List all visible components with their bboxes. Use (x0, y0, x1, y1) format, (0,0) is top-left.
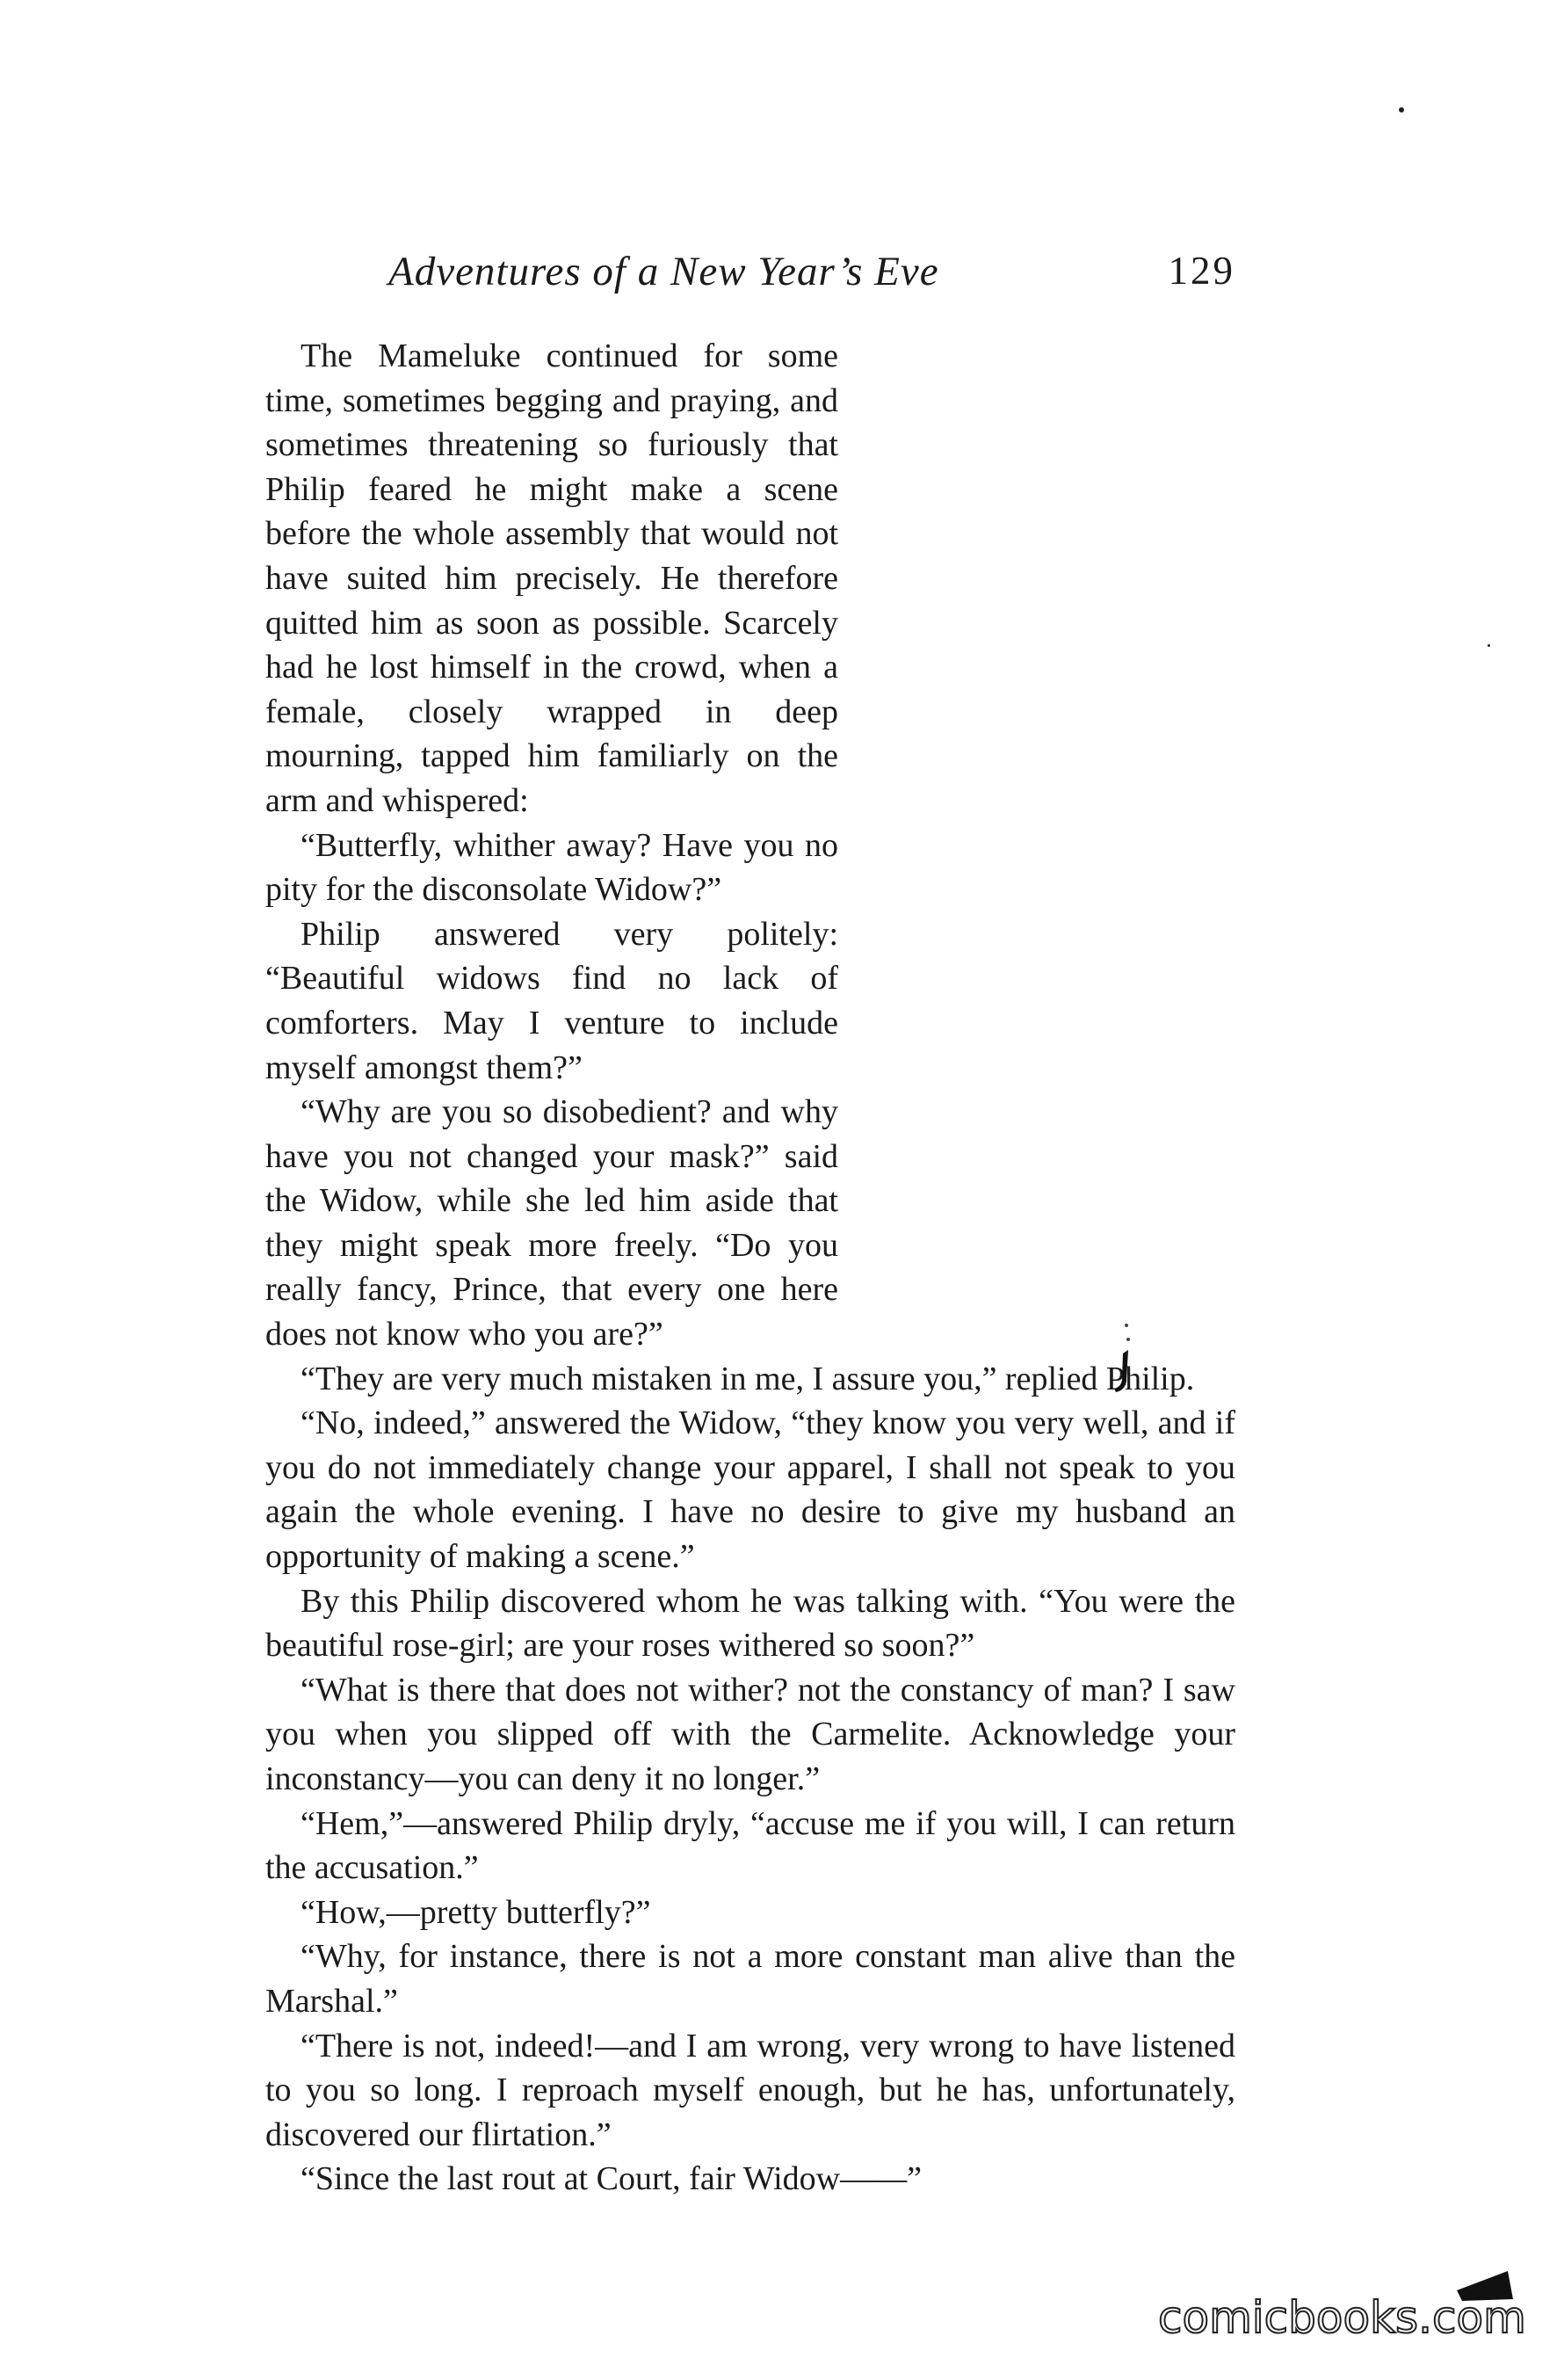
paragraph: “Butterfly, whither away? Have you no pity for the disconsolate Widow?” (265, 826, 838, 909)
paragraph: “Since the last rout at Court, fair Widow——” (300, 2160, 922, 2198)
paragraph: “How,—pretty butterfly?” (300, 1893, 651, 1931)
margin-speck (1488, 644, 1490, 647)
paragraph: “Why, for instance, there is not a more constant man alive than the Marshal.” (265, 1938, 1235, 2020)
paragraph: “There is not, indeed!—and I am wrong, very wrong to have listened to you so long. I reproach myself enough, but he has, unfortunately, discovered our flirtation.” (265, 2027, 1235, 2153)
paragraph: “Hem,”—answered Philip dryly, “accuse me if you will, I can return the accusation.” (265, 1804, 1235, 1887)
page-number: 129 (1168, 249, 1235, 293)
paragraph: The Mameluke continued for some time, sometimes begging and praying, and sometimes threatening so furiously that Philip feared he might make a scene before the whole assembly that would not have suited him precisely. He therefore quitted him as soon as possible. Scarcely had he lost himself in the crowd, when a female, closely wrapped in deep mourning, tapped him familiarly on the arm and whispered: (265, 337, 838, 819)
running-title: Adventures of a New Year’s Eve (388, 249, 939, 294)
watermark-logo (1158, 2264, 1536, 2348)
paragraph: By this Philip discovered whom he was talking with. “You were the beautiful rose-girl; are your roses withered so soon?” (265, 1582, 1235, 1665)
body-text (265, 334, 1235, 2202)
stray-mark-icon (1109, 1318, 1135, 1397)
paragraph: “They are very much mistaken in me, I assure you,” replied Philip. (300, 1360, 1195, 1397)
watermark-text: comicbooks.com (1158, 2292, 1526, 2343)
paragraph: “Why are you so disobedient? and why have you not changed your mask?” said the Widow, while she led him aside that they might speak more freely. “Do you really fancy, Prince, that every one here does not know who you are?” (265, 1093, 838, 1353)
paragraph: Philip answered very politely: “Beautiful widows find no lack of comforters. May I venture to include myself amongst them?” (265, 915, 838, 1086)
margin-speck (1399, 107, 1404, 112)
paragraph: “No, indeed,” answered the Widow, “they know you very well, and if you do not immediately change your apparel, I shall not speak to you again the whole evening. I have no desire to give my husband an opportunity of making a scene.” (265, 1404, 1235, 1576)
page-header (265, 248, 1235, 301)
blank-illustration-space (838, 601, 1235, 1313)
paragraph: “What is there that does not wither? not the constancy of man? I saw you when you slipped off with the Carmelite. Acknowledge your inconstancy—you can deny it no longer.” (265, 1671, 1235, 1797)
